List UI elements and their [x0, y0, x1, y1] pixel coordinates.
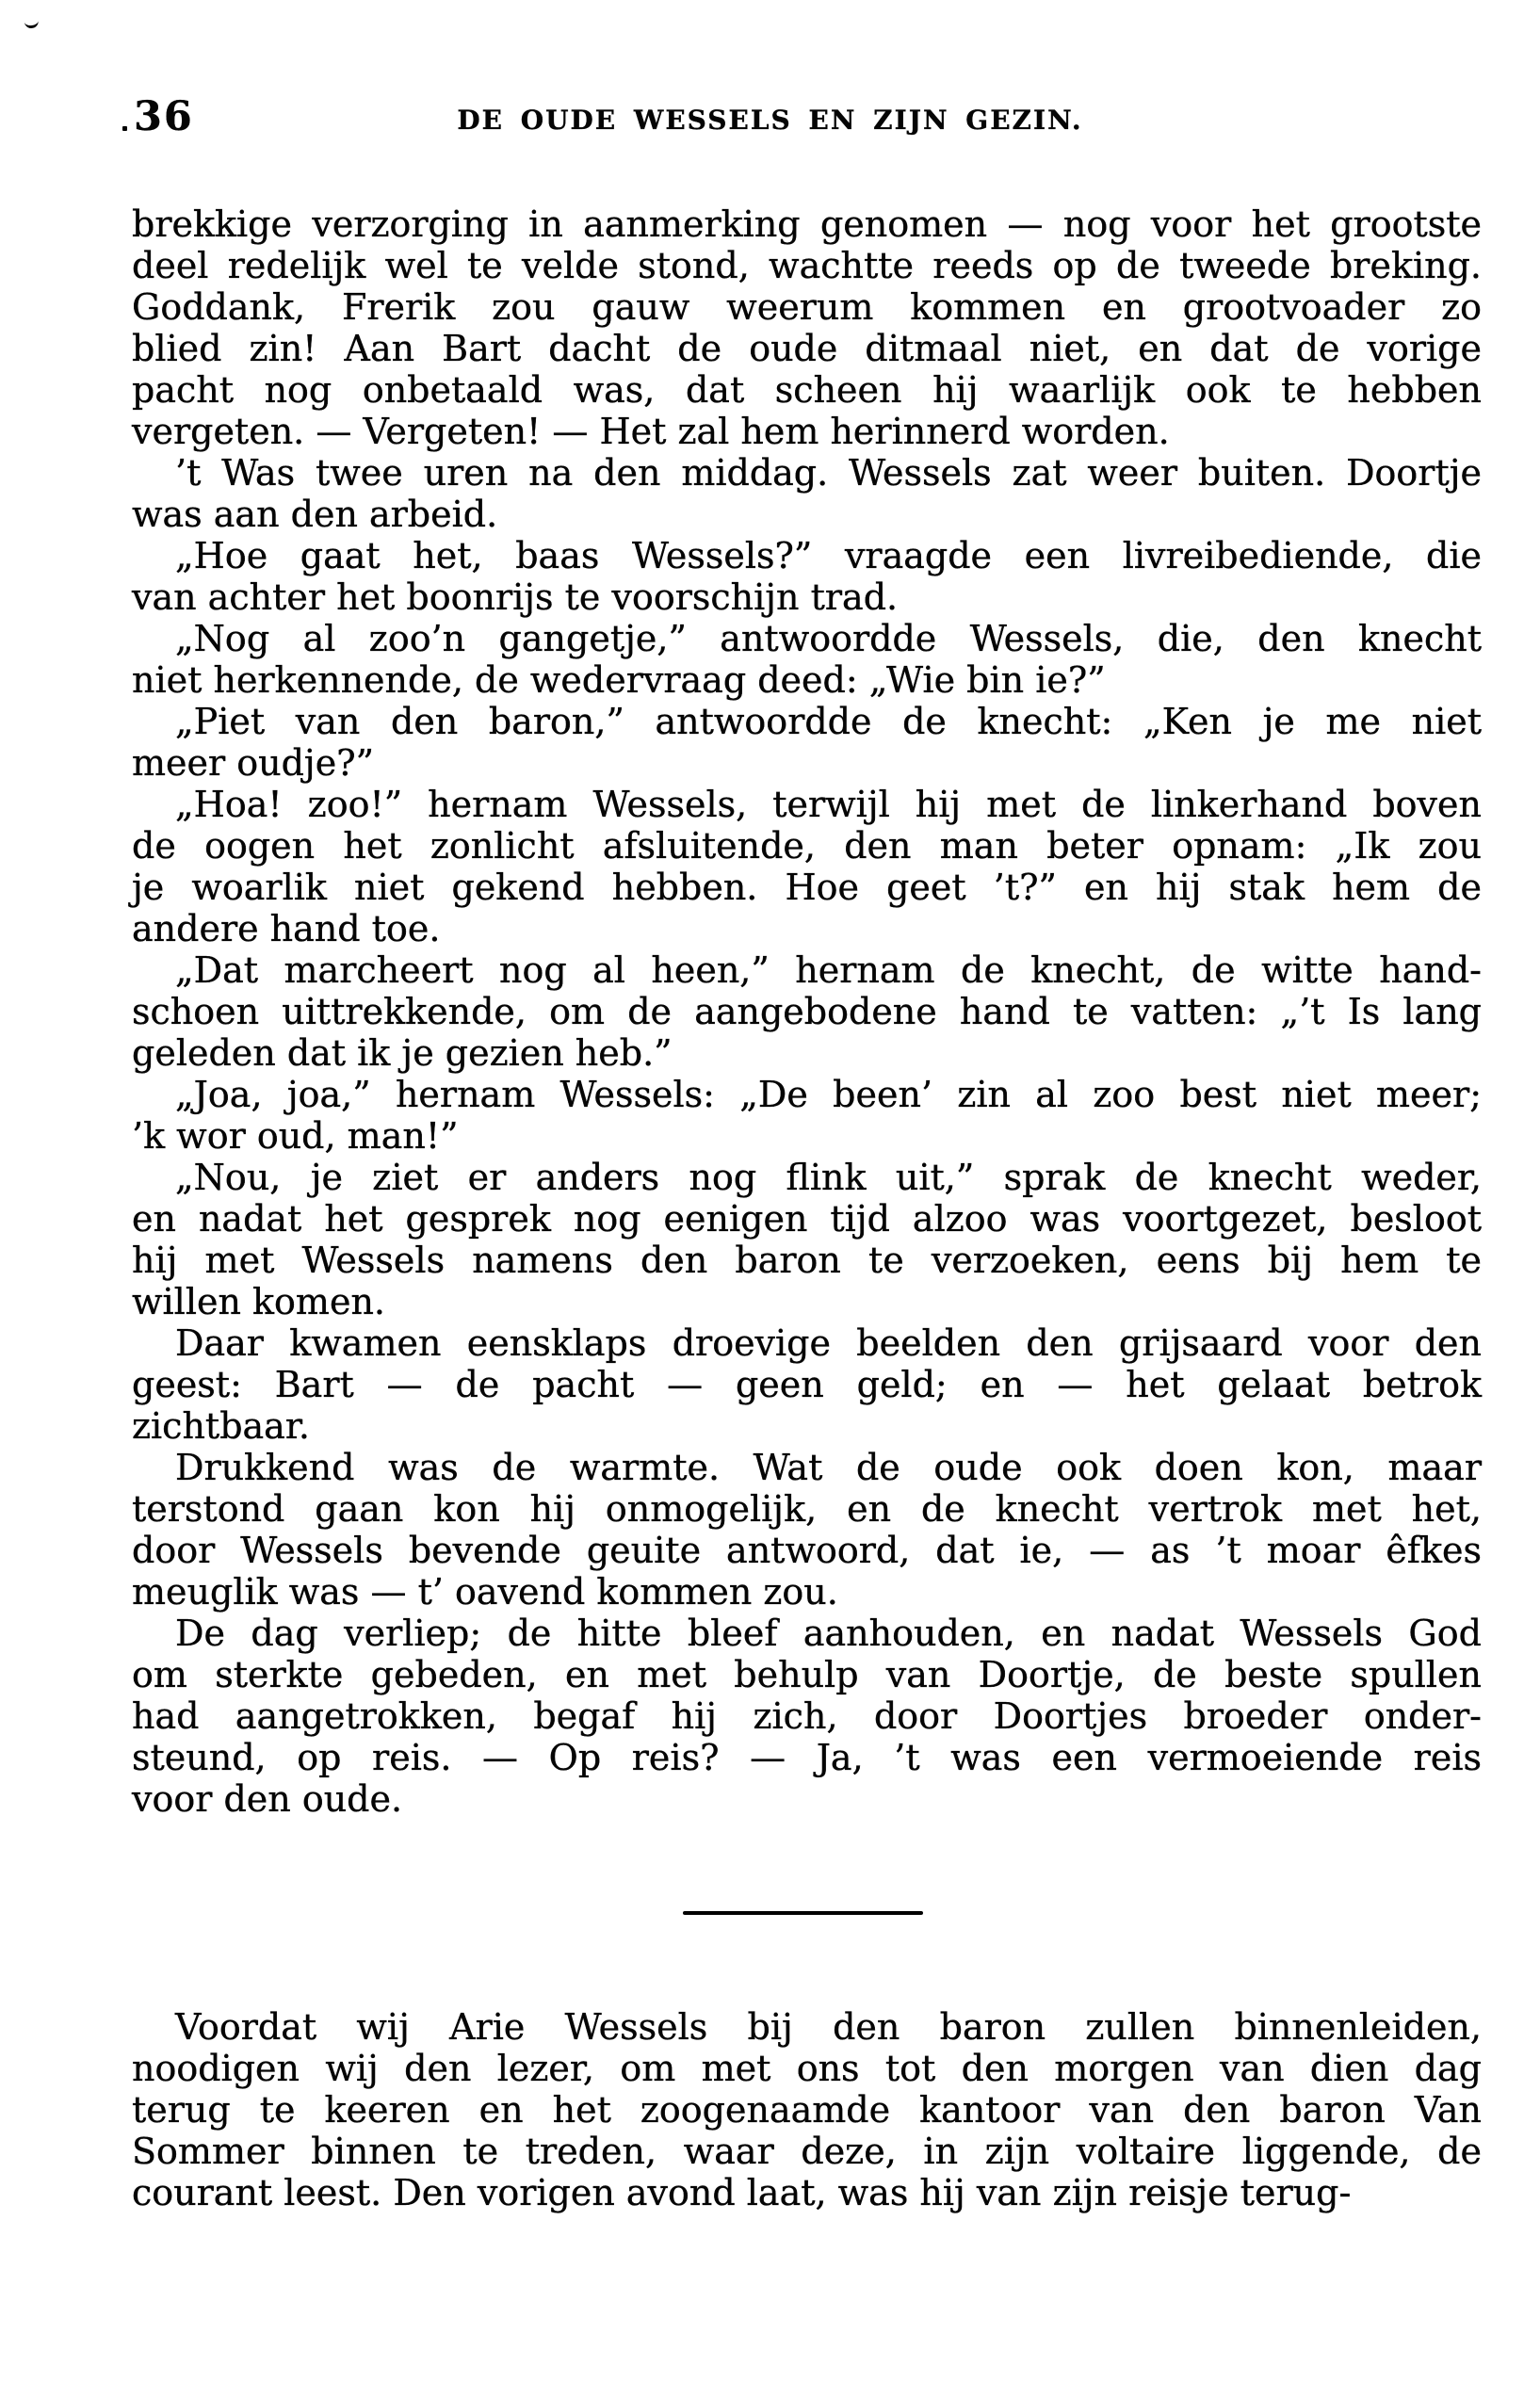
text-line: Voordat wij Arie Wessels bij den baron zullen binnenleiden,	[175, 2006, 1482, 2048]
text-line: „Piet van den baron,” antwoordde de knecht: „Ken je me niet	[175, 701, 1482, 742]
text-line: andere hand toe.	[132, 908, 441, 949]
text-line: „Dat marcheert nog al heen,” hernam de knecht, de witte hand-	[175, 949, 1482, 991]
text-line: ’t Was twee uren na den middag. Wessels zat weer buiten. Doortje	[175, 452, 1482, 494]
text-line: schoen uittrekkende, om de aangebodene hand te vatten: „’t Is lang	[132, 991, 1482, 1032]
text-line: en nadat het gesprek nog eenigen tijd alzoo was voortgezet, besloot	[132, 1198, 1482, 1240]
text-line: noodigen wij den lezer, om met ons tot den morgen van dien dag	[132, 2048, 1482, 2089]
text-line: willen komen.	[132, 1281, 386, 1322]
paragraph	[132, 784, 1482, 949]
page-body	[132, 203, 1482, 2213]
scan-artifact-mark	[24, 18, 40, 29]
running-title: DE OUDE WESSELS EN ZIJN GEZIN.	[457, 105, 1083, 136]
text-line: terug te keeren en het zoogenaamde kantoor van den baron Van	[132, 2089, 1482, 2131]
section-divider-rule	[683, 1911, 923, 1915]
text-line: courant leest. Den vorigen avond laat, was hij van zijn reisje terug-	[132, 2172, 1352, 2213]
text-line: je woarlik niet gekend hebben. Hoe geet ’t?” en hij stak hem de	[132, 867, 1482, 908]
text-line: „Hoa! zoo!” hernam Wessels, terwijl hij met de linkerhand boven	[175, 784, 1482, 825]
text-line: geest: Bart — de pacht — geen geld; en — het gelaat betrok	[132, 1364, 1482, 1405]
paragraph	[132, 1447, 1482, 1613]
paragraph	[132, 1074, 1482, 1157]
text-line: Drukkend was de warmte. Wat de oude ook doen kon, maar	[175, 1447, 1482, 1488]
text-line: „Joa, joa,” hernam Wessels: „De been’ zin al zoo best niet meer;	[175, 1074, 1482, 1115]
text-line: deel redelijk wel te velde stond, wachtte reeds op de tweede breking.	[132, 245, 1482, 286]
text-line: voor den oude.	[132, 1778, 403, 1820]
text-line: „Nou, je ziet er anders nog flink uit,” sprak de knecht weder,	[175, 1157, 1482, 1198]
paragraph	[132, 2006, 1482, 2213]
text-line: was aan den arbeid.	[132, 494, 498, 535]
text-line: steund, op reis. — Op reis? — Ja, ’t was een vermoeiende reis	[132, 1737, 1482, 1778]
text-line: „Nog al zoo’n gangetje,” antwoordde Wessels, die, den knecht	[175, 618, 1482, 659]
text-line: vergeten. — Vergeten! — Het zal hem herinnerd worden.	[132, 411, 1170, 452]
text-line: de oogen het zonlicht afsluitende, den man beter opnam: „Ik zou	[132, 825, 1482, 867]
text-line: meuglik was — t’ oavend kommen zou.	[132, 1571, 838, 1613]
paragraph	[132, 1322, 1482, 1447]
text-line: niet herkennende, de wedervraag deed: „Wie bin ie?”	[132, 659, 1106, 701]
text-line: Goddank, Frerik zou gauw weerum kommen en grootvoader zo	[132, 286, 1482, 328]
paragraph	[132, 949, 1482, 1074]
text-line: brekkige verzorging in aanmerking genomen — nog voor het grootste	[132, 203, 1482, 245]
paragraph	[132, 1157, 1482, 1322]
text-line: „Hoe gaat het, baas Wessels?” vraagde een livreibediende, die	[175, 535, 1482, 576]
text-line: ’k wor oud, man!”	[132, 1115, 459, 1157]
text-line: Sommer binnen te treden, waar deze, in zijn voltaire liggende, de	[132, 2131, 1482, 2172]
text-line: pacht nog onbetaald was, dat scheen hij waarlijk ook te hebben	[132, 369, 1482, 411]
paragraph	[132, 618, 1482, 701]
paragraph	[132, 701, 1482, 784]
text-line: meer oudje?”	[132, 742, 375, 784]
paragraph	[132, 535, 1482, 618]
text-line: hij met Wessels namens den baron te verzoeken, eens bij hem te	[132, 1240, 1482, 1281]
text-line: terstond gaan kon hij onmogelijk, en de knecht vertrok met het,	[132, 1488, 1482, 1530]
text-line: zichtbaar.	[132, 1405, 310, 1447]
text-line: Daar kwamen eensklaps droevige beelden den grijsaard voor den	[175, 1322, 1482, 1364]
text-line: geleden dat ik je gezien heb.”	[132, 1032, 673, 1074]
text-line: had aangetrokken, begaf hij zich, door Doortjes broeder onder-	[132, 1695, 1482, 1737]
text-line: van achter het boonrijs te voorschijn trad.	[132, 576, 899, 618]
text-line: om sterkte gebeden, en met behulp van Doortje, de beste spullen	[132, 1654, 1482, 1695]
text-line: blied zin! Aan Bart dacht de oude ditmaal niet, en dat de vorige	[132, 328, 1482, 369]
text-line: De dag verliep; de hitte bleef aanhouden, en nadat Wessels God	[175, 1613, 1482, 1654]
page-number: 36	[134, 93, 194, 140]
paragraph	[132, 1613, 1482, 1820]
paragraph	[132, 203, 1482, 452]
text-line: door Wessels bevende geuite antwoord, dat ie, — as ’t moar êfkes	[132, 1530, 1482, 1571]
paragraph	[132, 452, 1482, 535]
